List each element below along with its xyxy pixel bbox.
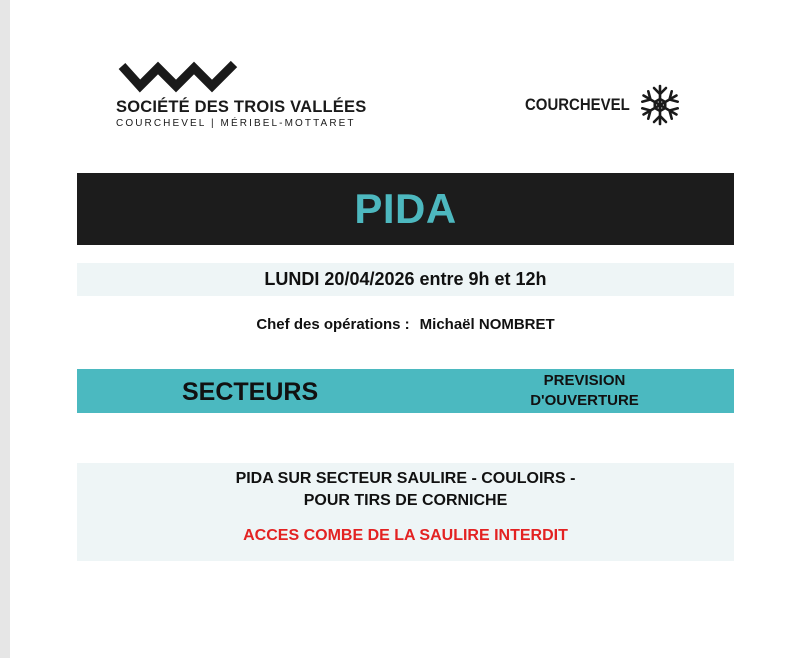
w-wave-logo-icon xyxy=(118,60,240,94)
forecast-header-line2: D'OUVERTURE xyxy=(530,392,639,409)
courchevel-logo xyxy=(525,83,682,127)
s3v-name: SOCIÉTÉ DES TROIS VALLÉES xyxy=(116,98,367,116)
left-margin-strip xyxy=(0,0,10,658)
forecast-header xyxy=(497,371,672,411)
snowflake-icon xyxy=(638,83,682,127)
info-line-2: POUR TIRS DE CORNICHE xyxy=(303,492,508,509)
chef-label: Chef des opérations : xyxy=(256,315,410,333)
info-line-1: PIDA SUR SECTEUR SAULIRE - COULOIRS - xyxy=(235,470,576,487)
courchevel-wordmark: COURCHEVEL xyxy=(525,95,630,114)
title-band xyxy=(77,173,734,245)
sectors-header: SECTEURS xyxy=(182,378,319,406)
table-header xyxy=(77,369,734,413)
info-box xyxy=(77,463,734,561)
s3v-subtitle: COURCHEVEL | MÉRIBEL-MOTTARET xyxy=(116,118,356,129)
chef-row xyxy=(77,313,734,335)
forecast-header-line1: PREVISION xyxy=(543,372,626,389)
s3v-logo xyxy=(116,60,367,129)
date-row xyxy=(77,263,734,296)
chef-name: Michaël NOMBRET xyxy=(419,315,555,333)
page-title: PIDA xyxy=(354,185,457,232)
warning-text: ACCES COMBE DE LA SAULIRE INTERDIT xyxy=(243,527,568,544)
date-line: LUNDI 20/04/2026 entre 9h et 12h xyxy=(264,269,547,289)
